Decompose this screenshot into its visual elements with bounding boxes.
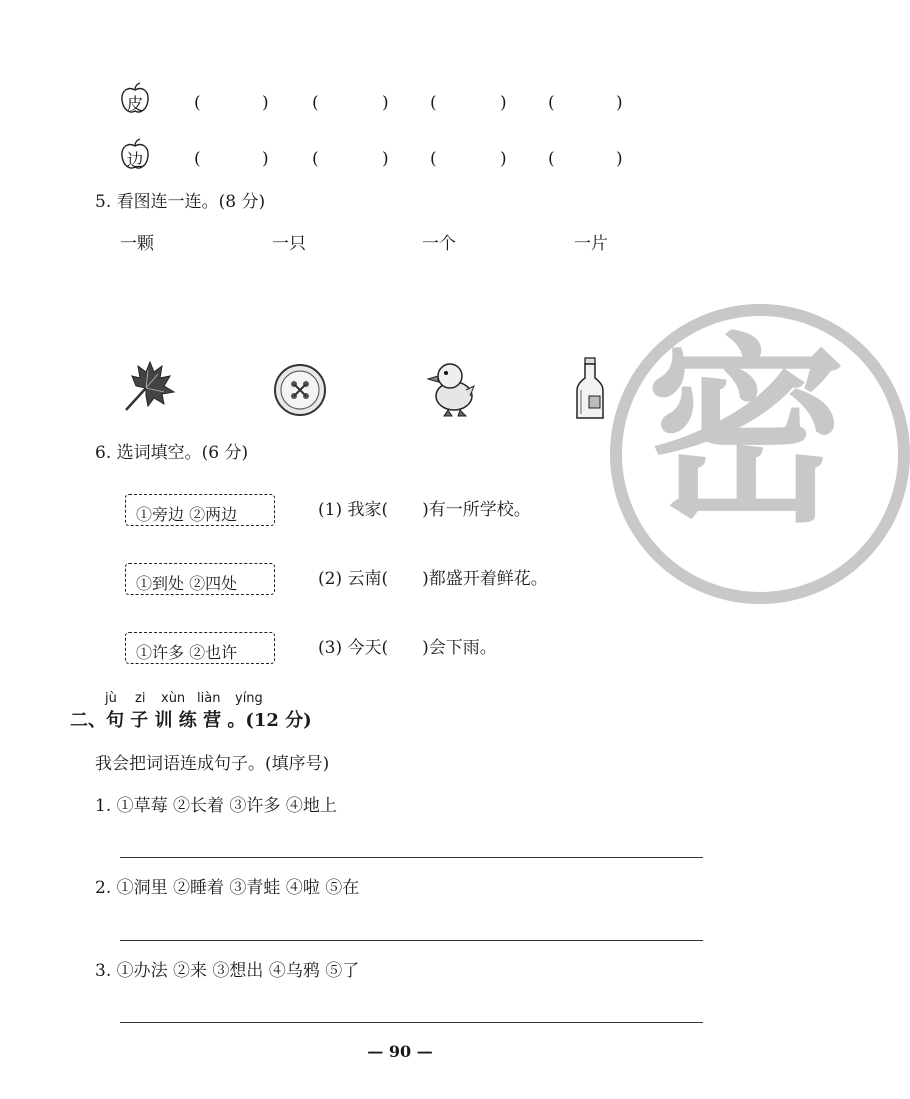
blank-close: ) [382, 93, 389, 113]
apple-icon [118, 138, 152, 172]
duck-icon [422, 356, 478, 420]
blank-open: ( [548, 93, 555, 113]
apple-char: 皮 [126, 95, 144, 115]
option-box [125, 494, 275, 526]
blank-close: ) [616, 149, 623, 169]
blank-close: ) [382, 149, 389, 169]
sentence-question: 1. ①草莓 ②长着 ③许多 ④地上 [95, 796, 337, 816]
apple-icon [118, 82, 152, 116]
apple-char: 边 [126, 151, 144, 171]
blank-close: ) [262, 93, 269, 113]
stamp-char: 密 [646, 317, 847, 550]
q5-title: 5. 看图连一连。(8 分) [95, 192, 266, 212]
section-title: 二、句 子 训 练 营 。(12 分) [70, 710, 312, 731]
blank-close: ) [500, 149, 507, 169]
blank-open: ( [194, 93, 201, 113]
sentence-question: 3. ①办法 ②来 ③想出 ④乌鸦 ⑤了 [95, 961, 360, 981]
option-box [125, 632, 275, 664]
pinyin-syllable: liàn [197, 691, 221, 706]
leaf-icon [118, 358, 178, 418]
section-instruction: 我会把词语连成句子。(填序号) [95, 754, 330, 774]
answer-line [120, 940, 703, 941]
apple-row-1 [118, 82, 638, 122]
q6-sentence: (1) 我家( )有一所学校。 [318, 500, 531, 520]
bottle-icon [572, 356, 608, 422]
option-text: ①许多 ②也许 [136, 643, 238, 662]
q5-word: 一片 [574, 234, 608, 254]
pinyin-syllable: yíng [235, 691, 263, 706]
blank-open: ( [430, 93, 437, 113]
answer-line [120, 1022, 703, 1023]
blank-open: ( [194, 149, 201, 169]
pinyin-syllable: xùn [161, 691, 186, 706]
apple-row-2 [118, 138, 638, 178]
button-icon [272, 362, 328, 418]
blank-close: ) [262, 149, 269, 169]
option-box [125, 563, 275, 595]
blank-open: ( [430, 149, 437, 169]
q6-title: 6. 选词填空。(6 分) [95, 443, 249, 463]
page-number: — 90 — [367, 1042, 433, 1061]
option-text: ①到处 ②四处 [136, 574, 238, 593]
blank-close: ) [500, 93, 507, 113]
confidential-stamp [610, 304, 910, 604]
blank-close: ) [616, 93, 623, 113]
option-text: ①旁边 ②两边 [136, 505, 238, 524]
pinyin-syllable: jù [105, 691, 117, 706]
sentence-question: 2. ①洞里 ②睡着 ③青蛙 ④啦 ⑤在 [95, 878, 360, 898]
blank-open: ( [312, 93, 319, 113]
q6-sentence: (3) 今天( )会下雨。 [318, 638, 497, 658]
pinyin-syllable: zi [135, 691, 146, 706]
blank-open: ( [548, 149, 555, 169]
answer-line [120, 857, 703, 858]
q5-word: 一个 [422, 234, 456, 254]
q6-sentence: (2) 云南( )都盛开着鲜花。 [318, 569, 548, 589]
q5-word: 一只 [272, 234, 306, 254]
blank-open: ( [312, 149, 319, 169]
q5-word: 一颗 [120, 234, 154, 254]
